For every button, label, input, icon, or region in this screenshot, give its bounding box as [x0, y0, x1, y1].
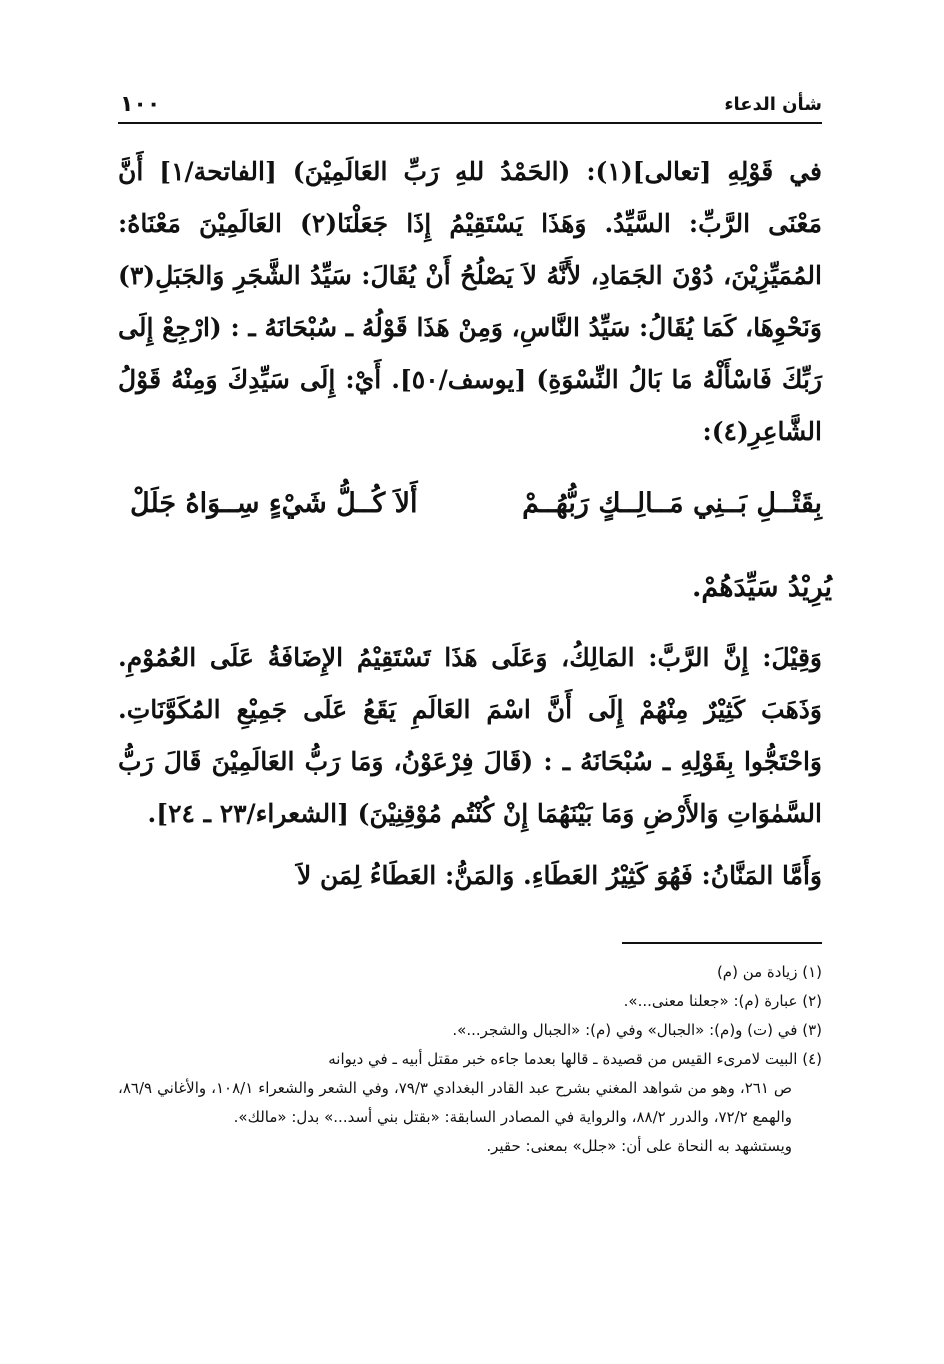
footnote-4-continued: ص ٢٦١، وهو من شواهد المغني بشرح عبد القادر البغدادي ٧٩/٣، وفي الشعر والشعراء ١٠٨/١، والأغاني ٨٦/٩، والهمع ٧٢/٢، والدرر ٨٨/٢، والرواية في المصادر السابقة: «بقتل بني أسد...» بدل: «مالك». [118, 1079, 793, 1126]
page-number: ١٠٠ [120, 92, 161, 117]
footnotes [118, 958, 822, 1161]
poetry-verse [118, 488, 822, 542]
paragraph-1: في قَوْلِهِ [تعالى](١): (الحَمْدُ للهِ رَبِّ العَالَمِيْنَ) [الفاتحة/١] أَنَّ مَعْنَى الرَّبِّ: السَّيِّدُ. وَهَذَا يَسْتَقِيْمُ إِذَا جَعَلْنَا(٢) العَالَمِيْنَ مَعْنَاهُ: المُمَيِّزِيْنَ، دُوْنَ الجَمَادِ، لأَنَّهُ لاَ يَصْلُحُ أَنْ يُقَالَ: سَيِّدُ الشَّجَرِ وَالجَبَلِ(٣) وَنَحْوِهَا، كَمَا يُقَالُ: سَيِّدُ النَّاسِ، وَمِنْ هَذَا قَوْلُهُ ـ سُبْحَانَهُ ـ : (ارْجِعْ إِلَى رَبِّكَ فَاسْأَلْهُ مَا بَالُ النِّسْوَةِ) [يوسف/٥٠]. أَيْ: إِلَى سَيِّدِكَ وَمِنْهُ قَوْلُ الشَّاعِرِ(٤): [118, 157, 822, 446]
footnote-separator [622, 942, 822, 944]
verse-second-hemistich: أَلاَ كُــلُّ شَيْءٍ سِــوَاهُ جَلَلْ [130, 488, 418, 519]
verse-first-hemistich: بِقَتْــلِ بَــنِي مَــالِــكٍ رَبُّهُــمْ [522, 488, 822, 519]
footnote-2: (٢) عبارة (م): «جعلنا معنى...». [623, 992, 822, 1010]
running-title: شأن الدعاء [724, 94, 822, 115]
footnote-1: (١) زيادة من (م) [716, 963, 822, 981]
paragraph-3: وَأَمَّا المَنَّانُ: فَهُوَ كَثِيْرُ العَطَاءِ. وَالمَنُّ: العَطَاءُ لِمَن لاَ [296, 861, 822, 890]
paragraph-2: وَقِيْلَ: إِنَّ الرَّبَّ: المَالِكُ، وَعَلَى هَذَا تَسْتَقِيْمُ الإِضَافَةُ عَلَى العُمُوْمِ. وَذَهَبَ كَثِيْرٌ مِنْهُمْ إِلَى أَنَّ اسْمَ العَالَمِ يَقَعُ عَلَى جَمِيْعِ المُكَوَّنَاتِ. وَاحْتَجُّوا بِقَوْلِهِ ـ سُبْحَانَهُ ـ : (قَالَ فِرْعَوْنُ، وَمَا رَبُّ العَالَمِيْنَ قَالَ رَبُّ السَّمٰوَاتِ وَالأَرْضِ وَمَا بَيْنَهُمَا إِنْ كُنْتُم مُوْقِنِيْنَ) [الشعراء/٢٣ ـ ٢٤]. [118, 643, 822, 828]
footnote-3: (٣) في (ت) و(م): «الجبال» وفي (م): «الجبال والشجر...». [452, 1021, 822, 1039]
footnote-4-note: ويستشهد به النحاة على أن: «جلل» بمعنى: حقير. [486, 1137, 792, 1155]
main-text-continued [118, 632, 822, 902]
page-header [118, 88, 822, 124]
footnote-4: (٤) البيت لامرىء القيس من قصيدة ـ قالها بعدما جاءه خبر مقتل أبيه ـ في ديوانه [328, 1050, 822, 1068]
main-text [118, 146, 822, 458]
verse-explanation-text: يُرِيْدُ سَيِّدَهُمْ. [691, 572, 832, 603]
